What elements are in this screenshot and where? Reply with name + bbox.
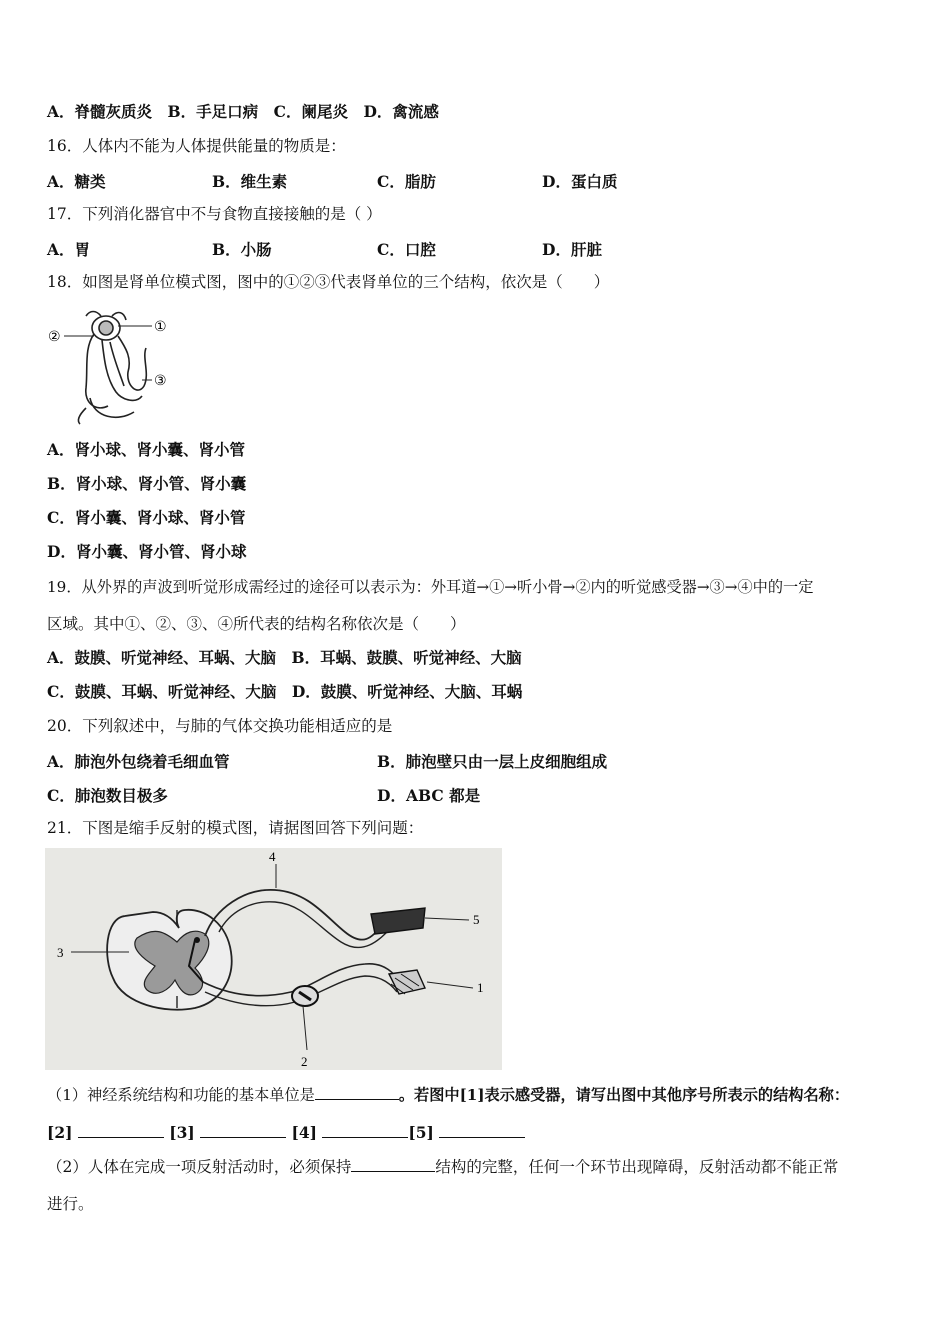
nephron-label-1: ①: [154, 319, 167, 335]
q17-option-b: B．小肠: [212, 240, 272, 259]
q17-option-a: A．胃: [47, 240, 91, 259]
answer-blank-2[interactable]: [78, 1123, 164, 1138]
q16-stem: 16．人体内不能为人体提供能量的物质是：: [47, 137, 346, 155]
blank-label-3: [3]: [169, 1123, 195, 1142]
q21-stem: 21．下图是缩手反射的模式图，请据图回答下列问题：: [47, 819, 424, 837]
q16-option-c: C．脂肪: [377, 172, 436, 191]
nephron-label-2: ②: [48, 329, 61, 345]
blank-label-4: [4]: [291, 1123, 317, 1142]
q21-part1-b: 。若图中[1]表示感受器，请写出图中其他序号所表示的结构名称：: [398, 1086, 850, 1104]
q19-stem-line2: 区域。其中①、②、③、④所代表的结构名称依次是（ ）: [47, 615, 466, 633]
q20-stem: 20．下列叙述中，与肺的气体交换功能相适应的是: [47, 717, 393, 735]
q15-options: A．脊髓灰质炎 B．手足口病 C．阑尾炎 D．禽流感: [47, 102, 439, 121]
nephron-diagram: [46, 308, 176, 426]
q17-option-c: C．口腔: [377, 240, 436, 259]
q18-stem: 18．如图是肾单位模式图，图中的①②③代表肾单位的三个结构，依次是（ ）: [47, 273, 610, 291]
q18-option-a: A．肾小球、肾小囊、肾小管: [47, 440, 246, 459]
q21-part1-blanks: [47, 1123, 525, 1143]
reflex-label-4: 4: [269, 849, 276, 864]
q21-part2-b: 结构的完整，任何一个环节出现障碍，反射活动都不能正常: [435, 1158, 839, 1176]
q18-option-c: C．肾小囊、肾小球、肾小管: [47, 508, 246, 527]
answer-blank-4[interactable]: [322, 1123, 408, 1138]
answer-blank-3[interactable]: [200, 1123, 286, 1138]
q17-stem: 17．下列消化器官中不与食物直接接触的是（ ）: [47, 205, 382, 223]
q18-option-b: B．肾小球、肾小管、肾小囊: [47, 474, 247, 493]
answer-blank[interactable]: [315, 1085, 399, 1100]
q20-option-d: D．ABC 都是: [377, 786, 481, 805]
reflex-label-1: 1: [477, 980, 484, 995]
q16-option-d: D．蛋白质: [542, 172, 618, 191]
q18-option-d: D．肾小囊、肾小管、肾小球: [47, 542, 247, 561]
q16-option-a: A．糖类: [47, 172, 106, 191]
q19-options-line2: C．鼓膜、耳蜗、听觉神经、大脑 D．鼓膜、听觉神经、大脑、耳蜗: [47, 682, 523, 701]
q19-stem-line1: 19．从外界的声波到听觉形成需经过的途径可以表示为：外耳道→①→听小骨→②内的听觉感受器→③→④中的一定: [47, 578, 814, 596]
blank-label-5: [5]: [408, 1123, 434, 1142]
q17-option-d: D．肝脏: [542, 240, 602, 259]
q20-option-c: C．肺泡数目极多: [47, 786, 168, 805]
answer-blank-part2[interactable]: [351, 1157, 435, 1172]
reflex-label-3: 3: [57, 945, 64, 960]
blank-label-2: [2]: [47, 1123, 73, 1142]
q21-part2-line1: [47, 1157, 838, 1177]
q20-option-a: A．肺泡外包绕着毛细血管: [47, 752, 230, 771]
q21-part1-line1: [47, 1085, 849, 1105]
q21-part2-c: 进行。: [47, 1195, 94, 1213]
q20-option-b: B．肺泡壁只由一层上皮细胞组成: [377, 752, 608, 771]
reflex-label-5: 5: [473, 912, 480, 927]
q21-part2-a: （2）人体在完成一项反射活动时，必须保持: [47, 1158, 352, 1176]
nephron-label-3: ③: [154, 373, 167, 389]
q21-part1-a: （1）神经系统结构和功能的基本单位是: [47, 1086, 315, 1104]
q16-option-b: B．维生素: [212, 172, 288, 191]
reflex-label-2: 2: [301, 1054, 308, 1069]
q19-options-line1: A．鼓膜、听觉神经、耳蜗、大脑 B．耳蜗、鼓膜、听觉神经、大脑: [47, 648, 522, 667]
reflex-arc-diagram: [45, 848, 502, 1070]
answer-blank-5[interactable]: [439, 1123, 525, 1138]
